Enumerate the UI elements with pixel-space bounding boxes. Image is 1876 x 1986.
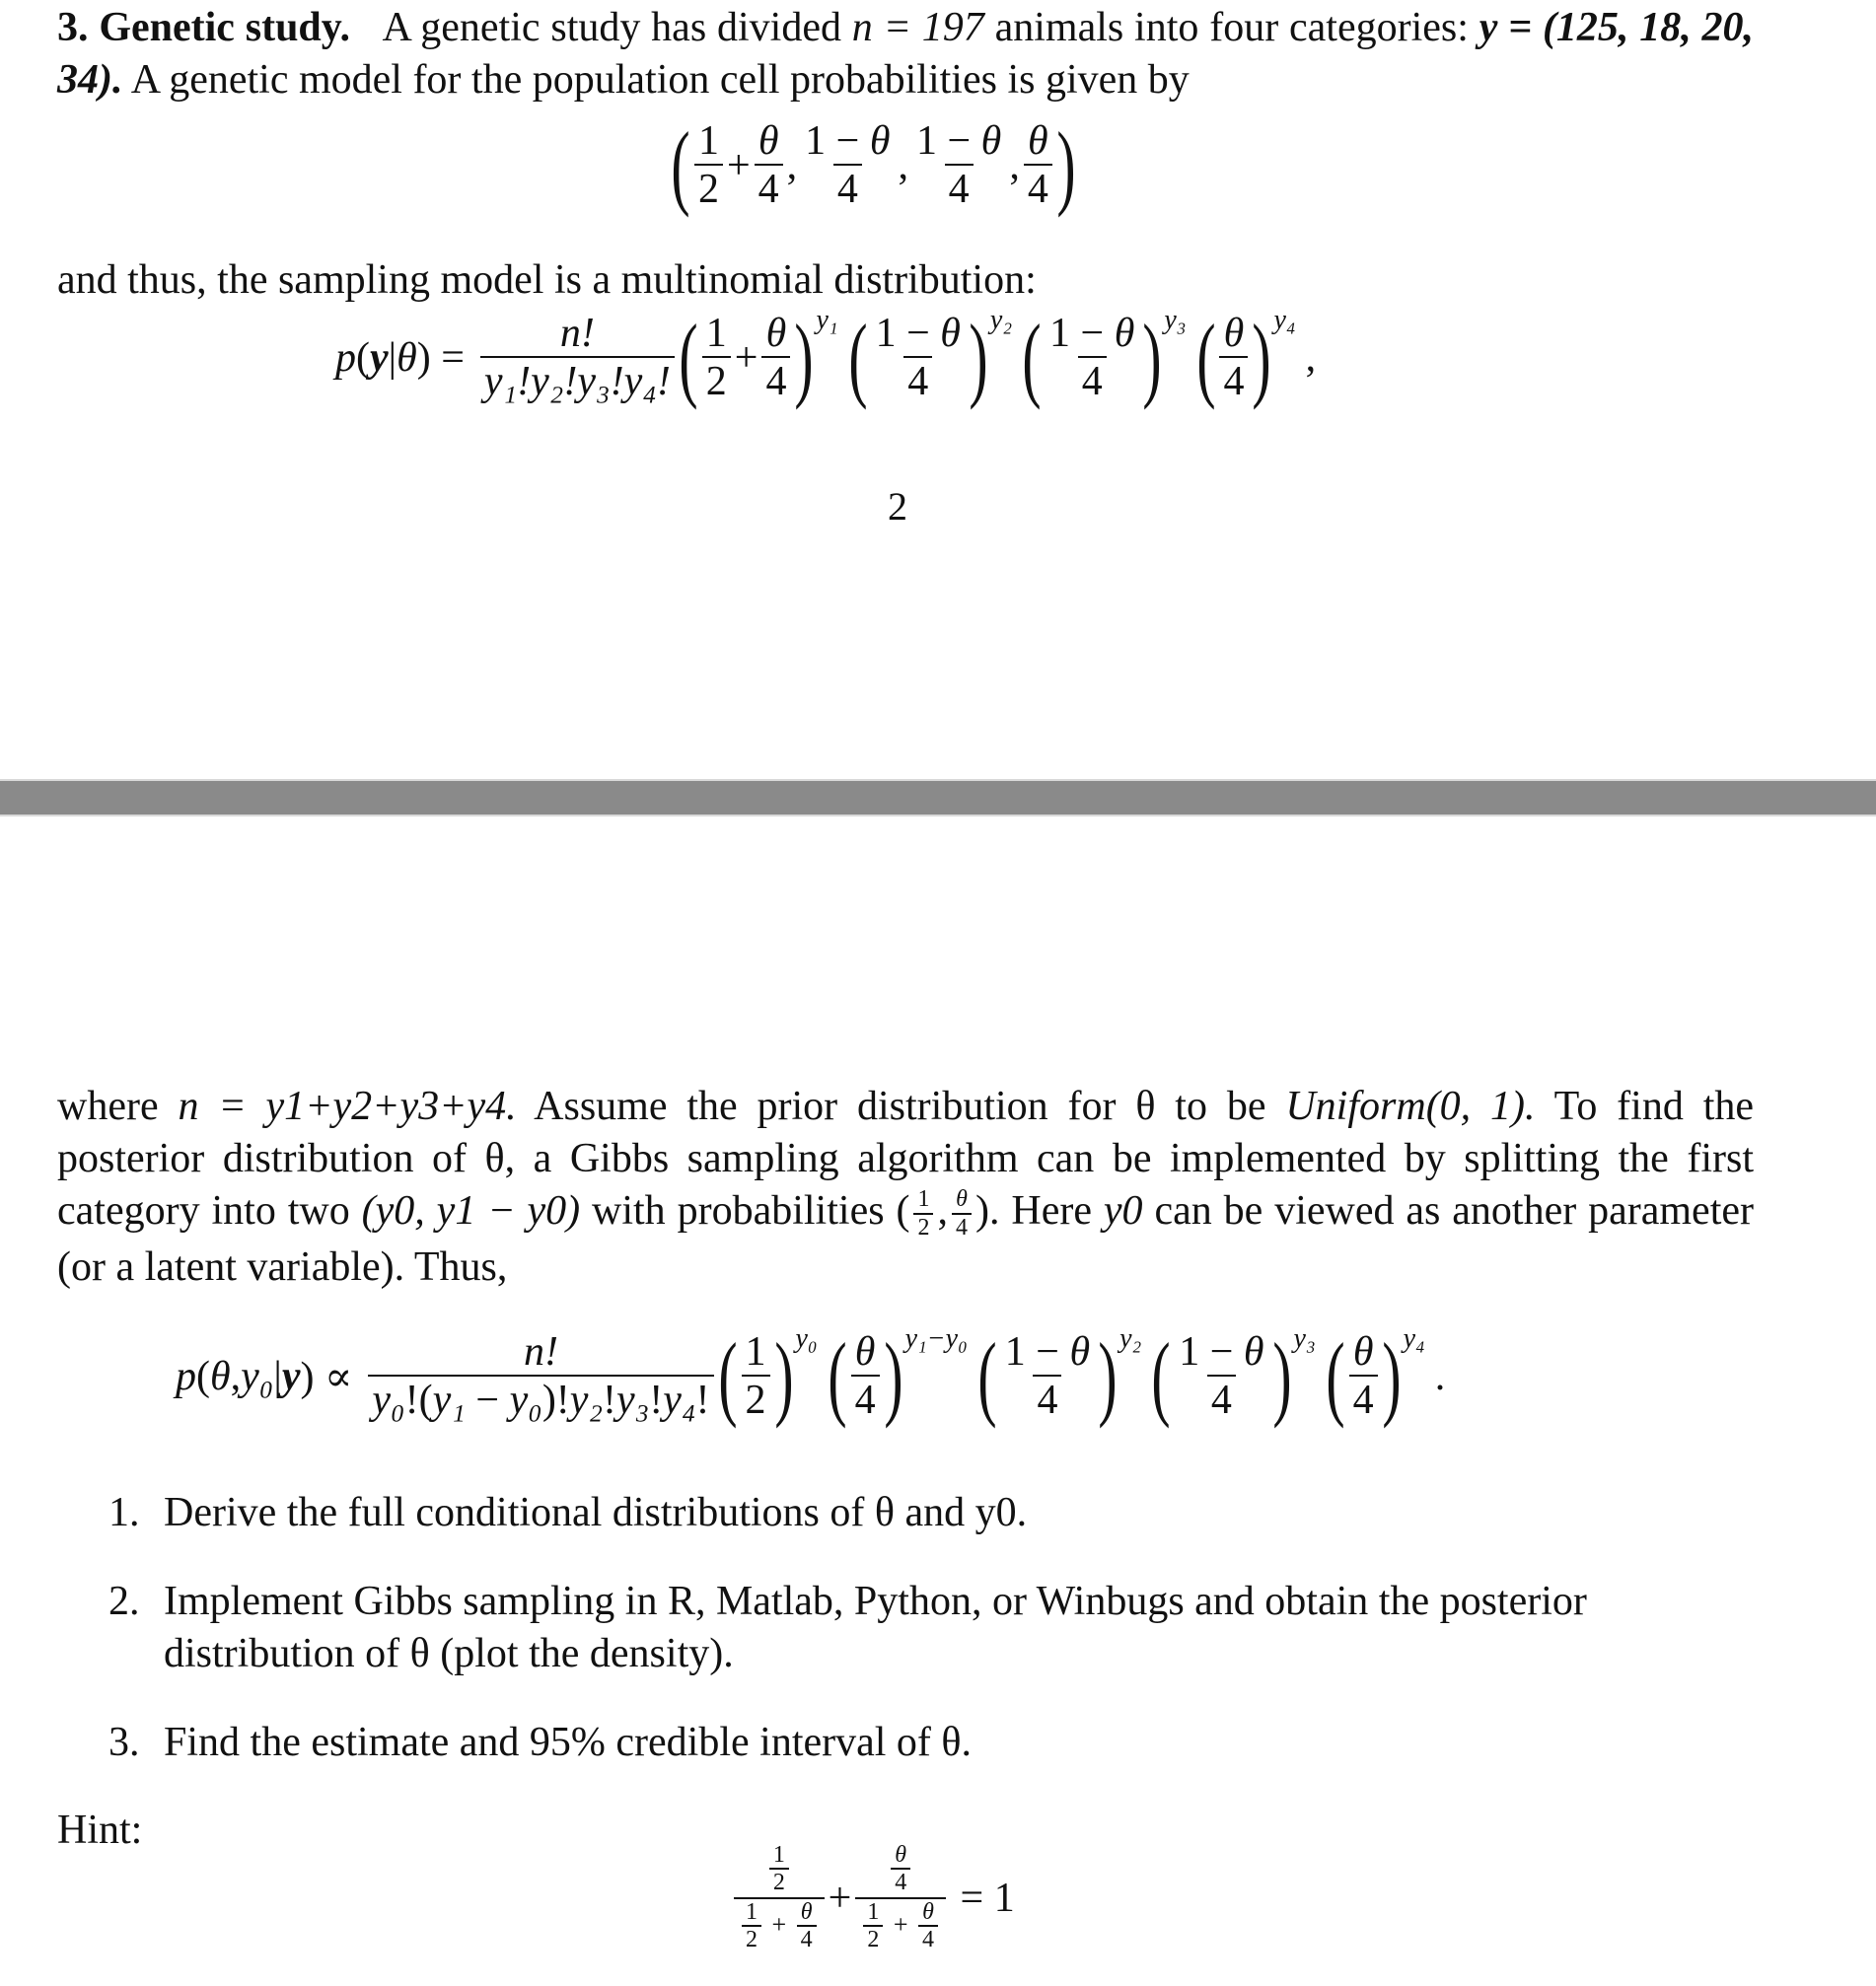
problem-intro — [57, 2, 1754, 106]
item-text: Implement Gibbs sampling in R, Matlab, Python, or Winbugs and obtain the posterior distribution of θ (plot the density). — [164, 1579, 1587, 1676]
hint-identity-eq: $\frac{1}{2}$ $\frac{1}{2}$ + $\frac{\theta}{4}$ + $\frac{\theta}{4}$ $\frac{1}{2}$ + $\frac{\theta}{4}$ = 1 — [730, 1842, 1015, 1954]
where-text-6: can be viewed as another parameter (or a latent variable). Thus, — [57, 1188, 1754, 1291]
uniform-prior: Uniform(0, 1). — [1285, 1084, 1536, 1129]
n-equals: n = 197 — [851, 5, 984, 50]
where-text-2: Assume the prior distribution for θ to be — [534, 1084, 1266, 1129]
item-text: Derive the full conditional distributions of θ and y0. — [164, 1490, 1028, 1535]
where-text-3: To find the posterior distribution of θ, a Gibbs sampling algorithm can be implemented by splitting the first category into two — [57, 1084, 1754, 1234]
where-text-5: . Here — [988, 1188, 1092, 1234]
split-probabilities: ( $\frac{1}{2}$ , $\frac{\theta}{4}$ ) — [896, 1186, 989, 1241]
item-number: 1. — [108, 1490, 140, 1535]
y0-symbol: y0 — [1103, 1188, 1143, 1234]
where-text-1: where — [57, 1084, 159, 1129]
problem-heading: 3. Genetic study. — [57, 5, 350, 50]
intro-a: A genetic study has divided — [382, 5, 841, 50]
where-text-4: with probabilities — [592, 1188, 885, 1234]
item-number: 2. — [108, 1579, 140, 1624]
page-number: 2 — [888, 484, 907, 529]
cell-probabilities-eq: ( $\frac{1}{2}$ + $\frac{\theta}{4}$ , $\frac{1 - \theta}{4}$ , $\frac{1 - \theta}{4}$ , $\frac{\theta}{4}$ ) — [671, 112, 1076, 219]
intro-b: animals into four categories: — [994, 5, 1469, 50]
split-categories: (y0, y1 − y0) — [361, 1188, 581, 1234]
page-2 — [0, 816, 1876, 1986]
likelihood-eq: p ( y | θ ) = $\frac{n!}{\text{y₁!y₂!y₃!y₄!}}$ ( $\frac{1}{2}$ + $\frac{\theta}{4}$ ) y₁ ( $\frac{1 - \theta}{4}$ ) y₂ ( $\frac{1 - \theta}{4}$ ) y₃ ( $\frac{\theta}{4}$ ) y₄ , — [335, 305, 1317, 411]
intro-c: A genetic model for the population cell probabilities is given by — [130, 57, 1190, 103]
n-sum-eq: n = y1+y2+y3+y4. — [178, 1084, 517, 1129]
hint-label: Hint: — [57, 1808, 143, 1853]
page-divider — [0, 779, 1876, 816]
y-vector: y = (125, 18, 20, 34). — [57, 5, 1755, 103]
page-1 — [0, 0, 1876, 779]
joint-posterior-eq: p ( θ , y₀ | y ) ∝ $\frac{n!}{\text{y₀!(y₁ − y₀)!y₂!y₃!y₄!}}$ ( $\frac{1}{2}$ ) y₀ ( $\frac{\theta}{4}$ ) y₁−y₀ ( $\frac{1 - \theta}{4}$ ) y₂ ( $\frac{1 - \theta}{4}$ ) y₃ ( $\frac{\theta}{4}$ ) y₄ . — [176, 1323, 1446, 1430]
sampling-sentence: and thus, the sampling model is a multinomial distribution: — [57, 257, 1037, 303]
item-number: 3. — [108, 1720, 140, 1765]
item-text: Find the estimate and 95% credible interval of θ. — [164, 1720, 973, 1765]
where-paragraph — [57, 1081, 1754, 1294]
